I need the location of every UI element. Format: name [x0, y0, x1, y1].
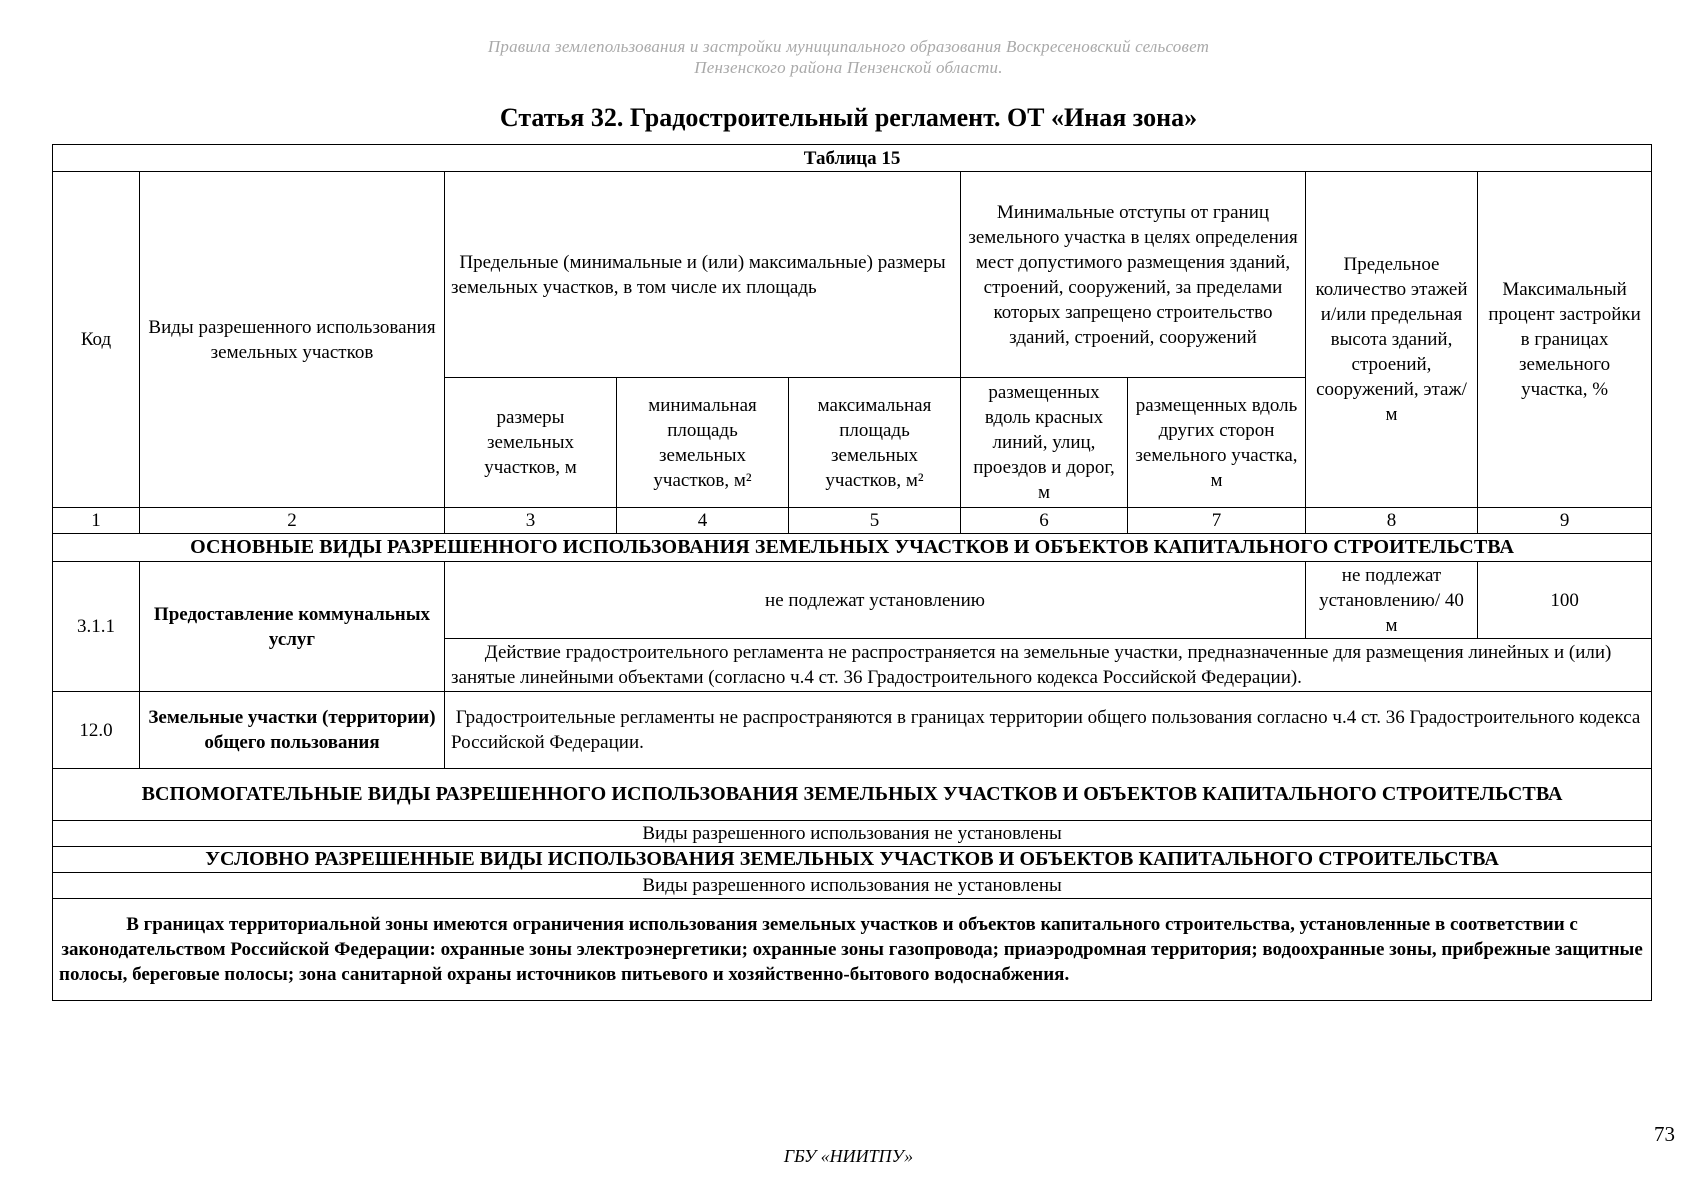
header-max-area: максимальная площадь земельных участков, м²: [789, 378, 961, 508]
header-line-1: Правила землепользования и застройки муниципального образования Воскресеновский сельсовет: [487, 37, 1210, 56]
column-number: 9: [1478, 508, 1652, 534]
row-params: не подлежат установлению: [445, 562, 1306, 639]
regulation-table: [52, 144, 1652, 1001]
row-code: 12.0: [53, 692, 140, 769]
row-use-name: Предоставление коммунальных услуг: [140, 562, 445, 692]
header-code: Код: [53, 172, 140, 508]
table-row: [53, 692, 1652, 769]
table-label: Таблица 15: [53, 145, 1652, 172]
header-line-2: Пензенского района Пензенской области.: [694, 58, 1003, 77]
column-number: 3: [445, 508, 617, 534]
document-header-note: [0, 36, 1697, 78]
column-number: 2: [140, 508, 445, 534]
header-min-area: минимальная площадь земельных участков, м²: [617, 378, 789, 508]
page-number: 73: [1654, 1122, 1675, 1146]
restrictions-note: В границах территориальной зоны имеются ограничения использования земельных участков и объектов капитального строительства, установленные в соответствии с законодательством Российской Федерации: охранные зоны электроэнергетики; охранные зоны газопровода; приаэродромная территория; водоохранные зоны, прибрежные защитные полосы, береговые полосы; зона санитарной охраны источников питьевого и хозяйственно-бытового водоснабжения.: [53, 899, 1652, 1001]
row-note: Градостроительные регламенты не распространяются в границах территории общего пользования согласно ч.4 ст. 36 Градостроительного кодекса Российской Федерации.: [445, 692, 1652, 769]
header-floors: Предельное количество этажей и/или предельная высота зданий, строений, сооружений, этаж/м: [1306, 172, 1478, 508]
row-code: 3.1.1: [53, 562, 140, 692]
header-along-red-lines: размещенных вдоль красных линий, улиц, проездов и дорог, м: [961, 378, 1128, 508]
row-percent: 100: [1478, 562, 1652, 639]
header-along-other-sides: размещенных вдоль других сторон земельного участка, м: [1128, 378, 1306, 508]
table-row: [53, 562, 1652, 639]
header-setbacks-group: Минимальные отступы от границ земельного участка в целях определения мест допустимого размещения зданий, строений, сооружений, за пределами которых запрещено строительство зданий, строений, сооружений: [961, 172, 1306, 378]
conditional-uses-text: Виды разрешенного использования не установлены: [53, 873, 1652, 899]
section-main-uses: ОСНОВНЫЕ ВИДЫ РАЗРЕШЕННОГО ИСПОЛЬЗОВАНИЯ ЗЕМЕЛЬНЫХ УЧАСТКОВ И ОБЪЕКТОВ КАПИТАЛЬНОГО СТРОИТЕЛЬСТВА: [53, 534, 1652, 562]
section-auxiliary-uses: ВСПОМОГАТЕЛЬНЫЕ ВИДЫ РАЗРЕШЕННОГО ИСПОЛЬЗОВАНИЯ ЗЕМЕЛЬНЫХ УЧАСТКОВ И ОБЪЕКТОВ КАПИТАЛЬНОГО СТРОИТЕЛЬСТВА: [53, 769, 1652, 821]
auxiliary-uses-text: Виды разрешенного использования не установлены: [53, 821, 1652, 847]
column-number: 4: [617, 508, 789, 534]
article-title: Статья 32. Градостроительный регламент. ОТ «Иная зона»: [499, 103, 1198, 132]
column-number: 7: [1128, 508, 1306, 534]
row-floors: не подлежат установлению/ 40 м: [1306, 562, 1478, 639]
section-conditional-uses: УСЛОВНО РАЗРЕШЕННЫЕ ВИДЫ ИСПОЛЬЗОВАНИЯ ЗЕМЕЛЬНЫХ УЧАСТКОВ И ОБЪЕКТОВ КАПИТАЛЬНОГО СТРОИТЕЛЬСТВА: [53, 847, 1652, 873]
column-number-row: [53, 508, 1652, 534]
header-sizes: размеры земельных участков, м: [445, 378, 617, 508]
row-use-name: Земельные участки (территории) общего пользования: [140, 692, 445, 769]
column-number: 1: [53, 508, 140, 534]
header-uses: Виды разрешенного использования земельных участков: [140, 172, 445, 508]
header-max-percent: Максимальный процент застройки в границах земельного участка, %: [1478, 172, 1652, 508]
row-note: Действие градостроительного регламента не распространяется на земельные участки, предназначенные для размещения линейных и (или) занятые линейными объектами (согласно ч.4 ст. 36 Градостроительного кодекса Российской Федерации).: [445, 639, 1652, 692]
column-number: 6: [961, 508, 1128, 534]
column-number: 8: [1306, 508, 1478, 534]
header-sizes-group: Предельные (минимальные и (или) максимальные) размеры земельных участков, в том числе их площадь: [445, 172, 961, 378]
column-number: 5: [789, 508, 961, 534]
footer-organization: ГБУ «НИИТПУ»: [783, 1146, 914, 1166]
